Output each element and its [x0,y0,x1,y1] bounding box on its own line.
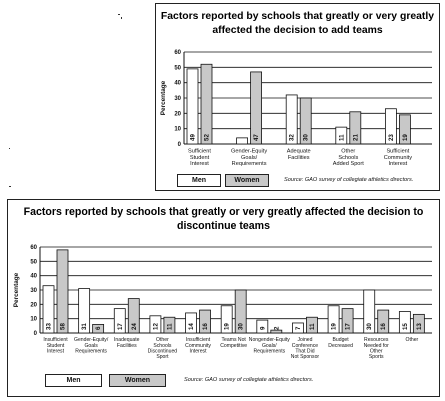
bar-chart-discontinue-teams [8,200,439,396]
data-label: 2 [273,326,281,330]
y-tick-label: 0 [177,142,181,148]
category-label: Insufficient Student Interest [43,337,68,355]
category-label: Adequate Facilities [286,148,311,161]
data-label: 33 [45,323,53,330]
y-tick-label: 20 [174,111,181,118]
data-label: 11 [338,134,346,141]
scan-speck [9,186,11,187]
y-tick-label: 50 [174,65,181,72]
scan-speck [118,14,120,15]
category-label: Budget Decreased [328,337,353,349]
data-label: 11 [308,323,316,330]
category-label: Joined Conference That Did Not Sponsor [290,337,320,361]
category-label: Insufficient Community Interest [185,337,211,355]
category-label: Inadequate Facilities [114,337,140,349]
legend-women: Women [109,374,166,387]
chart-title: Factors reported by schools that greatly or very greatly affected the decision to add teams [160,11,435,36]
y-tick-label: 50 [30,259,37,266]
y-tick-label: 60 [30,245,37,251]
source-note: Source: GAO survey of collegiate athletics directors. [284,177,414,183]
scan-speck [121,17,122,19]
category-label: Sufficient Community Interest [383,148,413,167]
scan-speck [9,148,10,149]
category-label: Other Schools Added Sport [332,148,364,167]
category-label: Nongender-Equity Goals/ Requirements [248,337,290,355]
chart-title: Factors reported by schools that greatly or very greatly affected the decision to discontinue teams [23,206,424,232]
data-label: 14 [188,323,196,330]
category-label: Other Schools Discontinued Sport [147,337,178,361]
data-label: 7 [294,326,302,330]
y-tick-label: 30 [174,96,181,102]
data-label: 32 [288,134,296,141]
legend-women: Women [225,174,269,187]
data-label: 6 [95,326,103,330]
y-tick-label: 20 [30,302,37,309]
category-label: Sufficient Student Interest [188,148,211,167]
data-label: 23 [387,134,395,141]
y-tick-label: 60 [174,50,181,56]
data-label: 17 [116,323,124,330]
bar-men [237,138,248,144]
category-label: Other [405,337,419,344]
data-label: 15 [401,323,409,330]
bar-women [201,64,212,144]
data-label: 31 [81,323,89,330]
y-tick-label: 10 [174,126,181,133]
source-note: Source: GAO survey of collegiate athletics directors. [184,377,314,383]
data-label: 9 [259,326,267,330]
data-label: 52 [203,134,211,141]
bar-chart-add-teams [156,4,439,190]
data-label: 47 [253,134,261,141]
bar-men [187,69,198,144]
y-tick-label: 40 [174,80,181,87]
data-label: 30 [237,323,245,330]
data-label: 13 [415,323,423,330]
category-label: Resources Needed for Other Sports [363,337,389,361]
data-label: 17 [344,323,352,330]
bar-women [251,72,262,144]
data-label: 30 [366,323,374,330]
y-tick-label: 40 [30,273,37,280]
bar-women [57,250,68,333]
data-label: 24 [130,323,138,330]
data-label: 49 [189,134,197,141]
category-label: Gender-Equity Goals/ Requirements [231,148,268,167]
category-label: Gender-Equity/ Goals Requirements [74,337,109,355]
y-axis-label: Percentage [13,272,20,308]
data-label: 16 [202,323,210,330]
chart-panel-discontinue-teams [7,199,440,397]
y-axis-label: Percentage [160,80,167,116]
data-label: 12 [152,323,160,330]
data-label: 11 [166,323,174,330]
category-label: Teams Not Competitive [220,337,248,349]
y-tick-label: 30 [30,288,37,294]
data-label: 58 [59,323,67,330]
data-label: 16 [380,323,388,330]
data-label: 30 [302,134,310,141]
data-label: 19 [330,323,338,330]
legend-men: Men [177,174,221,187]
data-label: 19 [401,134,409,141]
data-label: 19 [223,323,231,330]
legend-men: Men [45,374,102,387]
data-label: 21 [352,134,360,141]
y-tick-label: 10 [30,316,37,323]
chart-panel-add-teams [155,3,440,191]
y-tick-label: 0 [33,331,37,337]
